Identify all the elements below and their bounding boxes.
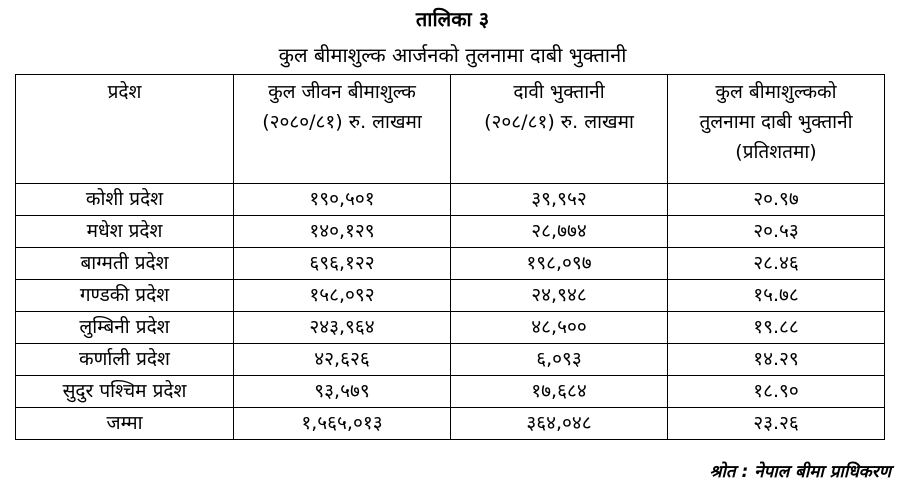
claim-cell: २४,९४८ <box>451 280 668 312</box>
table-row <box>16 312 885 344</box>
total-ratio-cell: २३.२६ <box>668 408 885 440</box>
table-row <box>16 280 885 312</box>
table-subtitle: कुल बीमाशुल्क आर्जनको तुलनामा दाबी भुक्तानी <box>278 43 627 67</box>
ratio-cell: २८.४६ <box>668 248 885 280</box>
claim-cell: १७,६८४ <box>451 376 668 408</box>
header-province <box>16 75 234 184</box>
province-cell: बाग्मती प्रदेश <box>16 248 234 280</box>
premium-cell: ४२,६२६ <box>234 344 451 376</box>
province-cell: गण्डकी प्रदेश <box>16 280 234 312</box>
header-total-premium-line-1: कुल जीवन बीमाशुल्क <box>268 81 416 103</box>
ratio-cell: २०.९७ <box>668 184 885 216</box>
header-total-premium-line-2: (२०८०/८१) रु. लाखमा <box>262 111 422 133</box>
header-claim-ratio-line-2: तुलनामा दाबी भुक्तानी <box>699 111 853 133</box>
premium-cell: २४३,९६४ <box>234 312 451 344</box>
province-cell: मधेश प्रदेश <box>16 216 234 248</box>
claim-cell: ४८,५०० <box>451 312 668 344</box>
ratio-cell: १९.८८ <box>668 312 885 344</box>
header-claim-payment-line-1: दावी भुक्तानी <box>513 81 605 103</box>
total-premium-cell: १,५६५,०१३ <box>234 408 451 440</box>
province-cell: सुदुर पश्चिम प्रदेश <box>16 376 234 408</box>
premium-cell: १५८,०९२ <box>234 280 451 312</box>
header-claim-payment-line-2: (२०८/८१) रु. लाखमा <box>484 111 634 133</box>
table-row <box>16 344 885 376</box>
province-cell: कर्णाली प्रदेश <box>16 344 234 376</box>
premium-cell: १४०,१२९ <box>234 216 451 248</box>
source-note: श्रोत : नेपाल बीमा प्राधिकरण <box>709 462 891 482</box>
header-total-premium <box>234 75 451 184</box>
ratio-cell: १८.९० <box>668 376 885 408</box>
ratio-cell: १४.२९ <box>668 344 885 376</box>
header-province-line-1: प्रदेश <box>107 81 142 103</box>
claims-table <box>15 74 885 440</box>
claim-cell: १९८,०९७ <box>451 248 668 280</box>
table-row <box>16 216 885 248</box>
total-claim-cell: ३६४,०४८ <box>451 408 668 440</box>
claim-cell: २८,७७४ <box>451 216 668 248</box>
premium-cell: ९३,५७९ <box>234 376 451 408</box>
premium-cell: १९०,५०१ <box>234 184 451 216</box>
claim-cell: ३९,९५२ <box>451 184 668 216</box>
header-claim-ratio-line-1: कुल बीमाशुल्कको <box>715 81 837 103</box>
header-claim-payment <box>451 75 668 184</box>
header-claim-ratio <box>668 75 885 184</box>
table-row <box>16 376 885 408</box>
total-row <box>16 408 885 440</box>
table-row <box>16 184 885 216</box>
table-title: तालिका ३ <box>415 7 490 31</box>
claim-cell: ६,०९३ <box>451 344 668 376</box>
premium-cell: ६९६,१२२ <box>234 248 451 280</box>
header-row <box>16 75 885 184</box>
province-cell: लुम्बिनी प्रदेश <box>16 312 234 344</box>
ratio-cell: २०.५३ <box>668 216 885 248</box>
total-label-cell: जम्मा <box>16 408 234 440</box>
table-row <box>16 248 885 280</box>
province-cell: कोशी प्रदेश <box>16 184 234 216</box>
header-claim-ratio-line-3: (प्रतिशतमा) <box>735 141 817 163</box>
ratio-cell: १५.७८ <box>668 280 885 312</box>
